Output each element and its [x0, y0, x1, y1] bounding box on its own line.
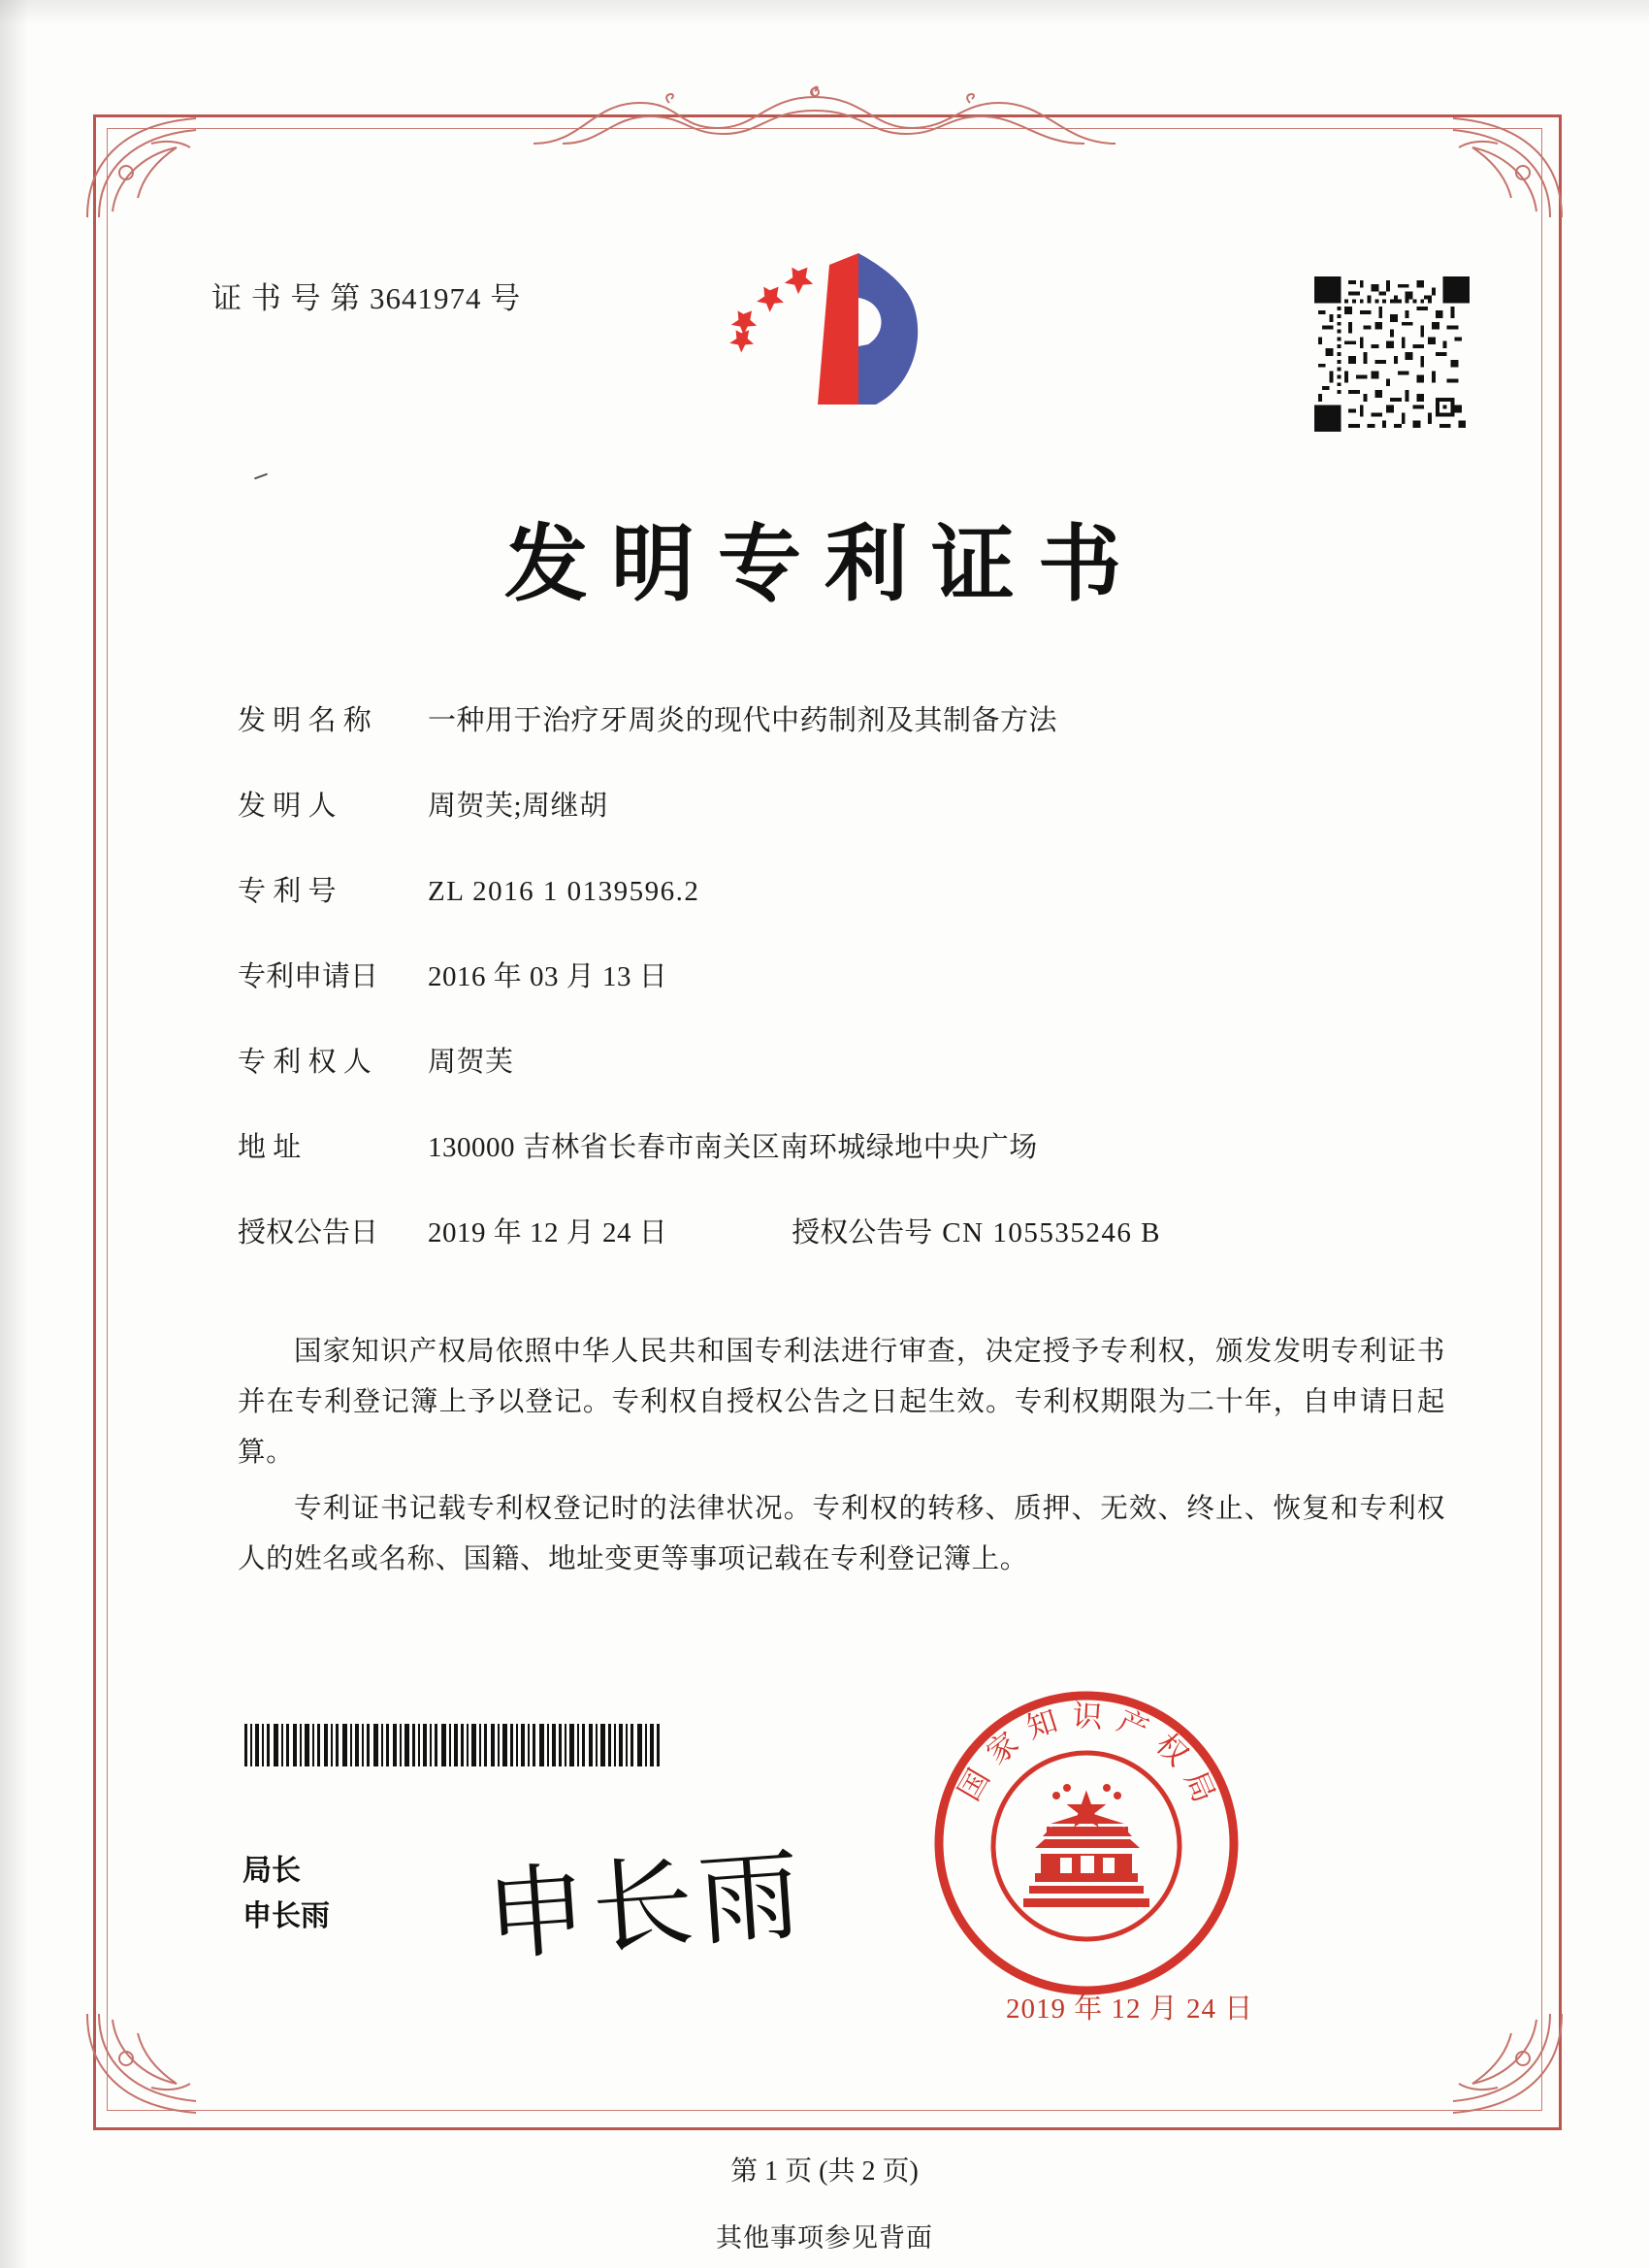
field-value-application-date: 2016 年 03 月 13 日 [428, 961, 668, 992]
field-row-grant-info [238, 1211, 1460, 1250]
corner-ornament-top-left [83, 105, 200, 221]
field-value-invention-name: 一种用于治疗牙周炎的现代中药制剂及其制备方法 [428, 705, 1058, 736]
seal-date: 2019 年 12 月 24 日 [1006, 1993, 1254, 2025]
signature-block [242, 1848, 330, 1939]
field-label: 地 址 [238, 1132, 302, 1163]
signature-name: 申长雨 [242, 1900, 330, 1932]
field-value-inventor: 周贺芙;周继胡 [428, 791, 608, 822]
field-list [238, 698, 1460, 1289]
scan-edge-shadow-left [0, 0, 29, 2268]
field-value-grant-number: CN 105535246 B [942, 1217, 1161, 1248]
field-row-patentee [238, 1040, 1460, 1080]
legal-paragraph-2: 专利证书记载专利权登记时的法律状况。专利权的转移、质押、无效、终止、恢复和专利权人的姓名或名称、国籍、地址变更等事项记载在专利登记簿上。 [238, 1494, 1445, 1574]
barcode [244, 1724, 663, 1766]
official-seal [926, 1683, 1246, 2003]
legal-paragraph-1: 国家知识产权局依照中华人民共和国专利法进行审查，决定授予专利权，颁发发明专利证书并在专利登记簿上予以登记。专利权自授权公告之日起生效。专利权期限为二十年，自申请日起算。 [238, 1337, 1445, 1468]
field-label: 专利申请日 [238, 961, 379, 992]
corner-ornament-bottom-right [1449, 2010, 1566, 2126]
field-row-inventor [238, 784, 1460, 824]
signature-role: 局长 [242, 1855, 301, 1887]
field-value-address: 130000 吉林省长春市南关区南环城绿地中央广场 [428, 1132, 1038, 1163]
footer-note: 其他事项参见背面 [716, 2223, 933, 2252]
qr-code [1314, 276, 1470, 432]
top-flourish-ornament [524, 83, 1125, 146]
field-label: 发 明 人 [238, 791, 337, 822]
field-row-patent-number [238, 869, 1460, 909]
field-value-patent-number: ZL 2016 1 0139596.2 [428, 876, 700, 907]
field-label-grant-number: 授权公告号 [792, 1217, 933, 1248]
legal-text-block [238, 1327, 1445, 1591]
field-value-patentee: 周贺芙 [428, 1047, 514, 1078]
field-row-invention-name [238, 698, 1460, 738]
field-row-application-date [238, 955, 1460, 994]
certificate-number: 证 书 号 第 3641974 号 [211, 281, 522, 315]
field-value-grant-date: 2019 年 12 月 24 日 [428, 1217, 668, 1248]
corner-ornament-bottom-left [83, 2010, 200, 2126]
field-label: 专 利 号 [238, 876, 337, 907]
page-title: 发明专利证书 [504, 518, 1145, 611]
corner-ornament-top-right [1449, 105, 1566, 221]
scan-edge-shadow-top [0, 0, 1649, 25]
handwritten-signature: 申长雨 [482, 1839, 810, 1974]
field-row-address [238, 1125, 1460, 1165]
field-label: 发 明 名 称 [238, 705, 372, 736]
field-label-grant-date: 授权公告日 [238, 1217, 379, 1248]
cnipa-logo [713, 247, 965, 417]
svg-text:国家知识产权局: 国家知识产权局 [952, 1698, 1227, 1819]
field-label: 专 利 权 人 [238, 1047, 372, 1078]
page-indicator: 第 1 页 (共 2 页) [730, 2156, 919, 2187]
